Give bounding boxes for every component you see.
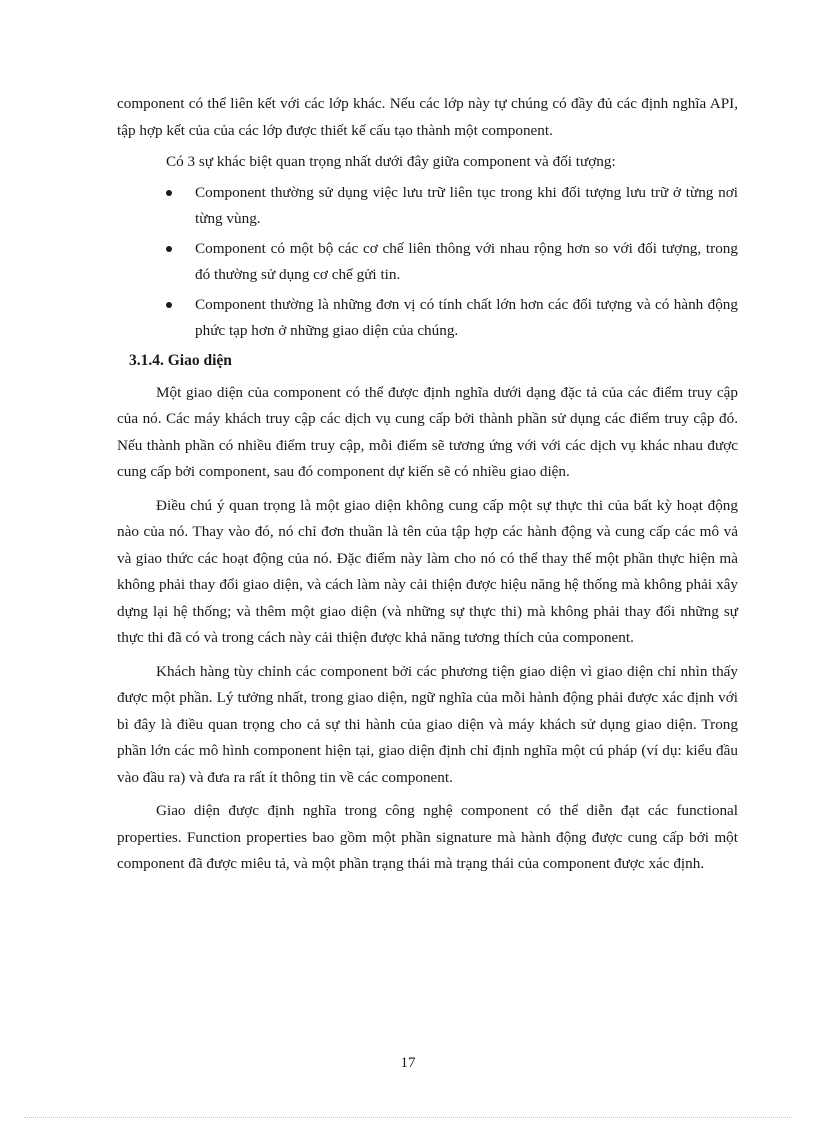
- bullet-dot-icon: [166, 190, 172, 196]
- differences-bullet-list: [117, 180, 738, 345]
- bullet-text: Component có một bộ các cơ chế liên thông với nhau rộng hơn so với đối tượng, trong đó thường sử dụng cơ chế gửi tin.: [195, 239, 738, 283]
- bullet-item: [117, 292, 738, 345]
- differences-intro-paragraph: Có 3 sự khác biệt quan trọng nhất dưới đây giữa component và đối tượng:: [166, 153, 616, 170]
- intro-continuation-paragraph: component có thể liên kết với các lớp khác. Nếu các lớp này tự chúng có đầy đủ các định nghĩa API, tập hợp kết của của các lớp được thiết kế cấu tạo thành một component.: [117, 95, 738, 139]
- bullet-dot-icon: [166, 246, 172, 252]
- page-bottom-divider: [24, 1117, 792, 1118]
- bullet-item: [117, 180, 738, 233]
- section-heading: 3.1.4. Giao diện: [129, 351, 232, 369]
- bullet-dot-icon: [166, 302, 172, 308]
- body-paragraph: Giao diện được định nghĩa trong công nghệ component có thể diễn đạt các functional properties. Function properties bao gồm một phần signature mà hành động được cung cấp bởi một component đã được miêu tả, và một phần trạng thái mà trạng thái của component được xác định.: [117, 802, 738, 872]
- page-content: [117, 91, 738, 885]
- body-paragraph: Điều chú ý quan trọng là một giao diện không cung cấp một sự thực thi của bất kỳ hoạt động nào của nó. Thay vào đó, nó chỉ đơn thuần là tên của tập hợp các hành động và cung cấp các mô vả và giao thức các hoạt động của nó. Đặc điểm này làm cho nó có thể thay thế một phần thực hiện mà không phải thay đổi giao diện, và cách làm này cải thiện được hiệu năng hệ thống mà không phải xây dựng lại hệ thống; và thêm một giao diện (và những sự thực thi) mà không phải thay đổi những sự thực thi đã có và trong cách này cải thiện được khả năng tương thích của component.: [117, 496, 738, 646]
- body-paragraph: Khách hàng tùy chỉnh các component bởi các phương tiện giao diện vì giao diện chỉ nhìn thấy được một phần. Lý tưởng nhất, trong giao diện, ngữ nghĩa của mỗi hành động phải được xác định với bì đây là điều quan trọng cho cả sự thi hành của giao diện và máy khách sử dụng giao diện. Trong phần lớn các mô hình component hiện tại, giao diện định chỉ định nghĩa một cú pháp (ví dụ: kiểu đầu vào đầu ra) và đưa ra rất ít thông tin về các component.: [117, 662, 738, 786]
- body-paragraph: Một giao diện của component có thể được định nghĩa dưới dạng đặc tả của các điểm truy cập của nó. Các máy khách truy cập các dịch vụ cung cấp bởi thành phần sử dụng các điểm truy cập đó. Nếu thành phần có nhiều điểm truy cập, mỗi điểm sẽ tương ứng với với các dịch vụ khác nhau được cung cấp bởi component, sau đó component dự kiến sẽ có nhiều giao diện.: [117, 383, 738, 480]
- bullet-item: [117, 236, 738, 289]
- bullet-text: Component thường là những đơn vị có tính chất lớn hơn các đối tượng và có hành động phức tạp hơn ở những giao diện của chúng.: [195, 295, 738, 339]
- bullet-text: Component thường sử dụng việc lưu trữ liên tục trong khi đối tượng lưu trữ ở từng nơi từng vùng.: [195, 183, 738, 227]
- page-number: 17: [400, 1055, 416, 1071]
